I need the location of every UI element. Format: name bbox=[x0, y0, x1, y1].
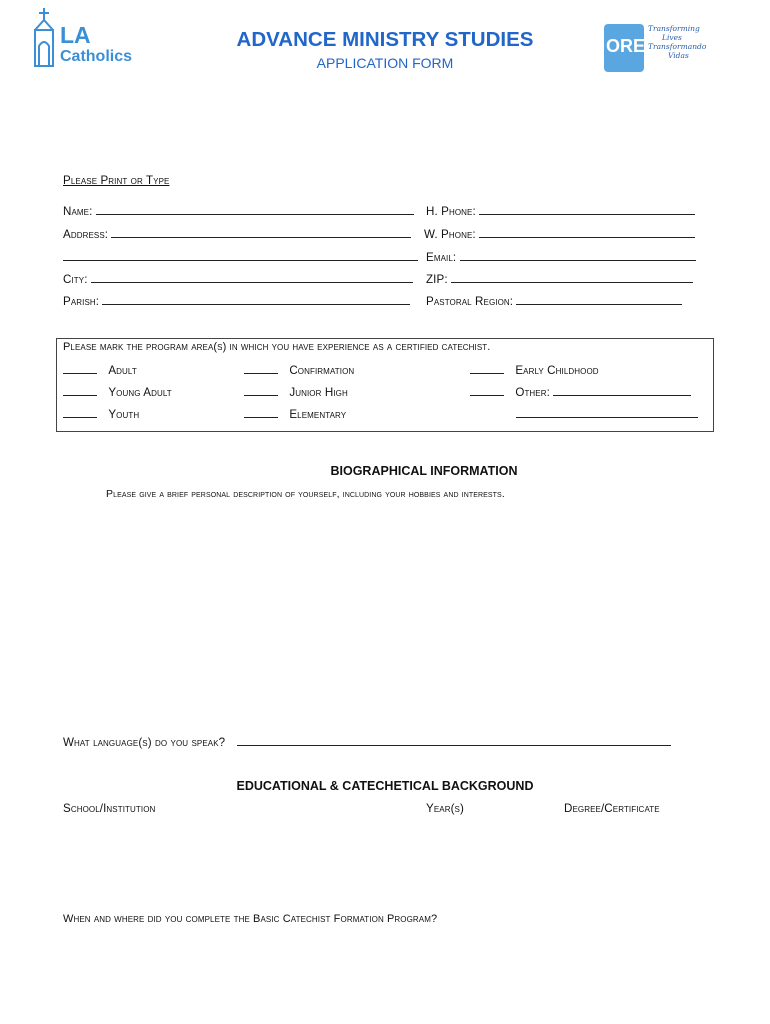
bio-heading: BIOGRAPHICAL INFORMATION bbox=[330, 464, 518, 478]
program-area-prompt: Please mark the program area(s) in which you have experience as a certified catechist. bbox=[63, 341, 491, 353]
w-phone-field[interactable] bbox=[424, 227, 695, 241]
pastoral-region-line[interactable] bbox=[516, 294, 682, 305]
education-heading: EDUCATIONAL & CATECHETICAL BACKGROUND bbox=[236, 779, 534, 793]
checkbox-line[interactable] bbox=[470, 385, 504, 396]
address-line-2[interactable] bbox=[63, 250, 418, 264]
name-field[interactable] bbox=[63, 204, 414, 218]
tagline-line-3: Transformando bbox=[648, 42, 707, 51]
option-label: Junior High bbox=[289, 386, 348, 399]
print-instructions: Please Print or Type bbox=[63, 174, 170, 187]
checkbox-line[interactable] bbox=[470, 363, 504, 374]
city-field[interactable] bbox=[63, 272, 413, 286]
w-phone-line[interactable] bbox=[479, 227, 695, 238]
ore-logo bbox=[604, 24, 707, 76]
option-other[interactable] bbox=[470, 385, 691, 399]
option-label: Confirmation bbox=[289, 364, 355, 377]
col-school: School/Institution bbox=[63, 802, 156, 815]
option-youth[interactable] bbox=[63, 407, 139, 421]
logo-text-la: LA bbox=[60, 22, 91, 48]
bio-answer-area[interactable] bbox=[63, 508, 703, 728]
name-line[interactable] bbox=[96, 204, 414, 215]
languages-label: What language(s) do you speak? bbox=[63, 736, 226, 749]
checkbox-line[interactable] bbox=[244, 363, 278, 374]
option-young-adult[interactable] bbox=[63, 385, 172, 399]
h-phone-label: H. Phone: bbox=[426, 205, 476, 218]
education-answer-area[interactable] bbox=[63, 820, 703, 906]
checkbox-line[interactable] bbox=[244, 407, 278, 418]
city-line[interactable] bbox=[91, 272, 413, 283]
zip-line[interactable] bbox=[451, 272, 693, 283]
col-degree: Degree/Certificate bbox=[564, 802, 660, 815]
email-line[interactable] bbox=[460, 250, 696, 261]
other-specify-line-2[interactable] bbox=[516, 407, 698, 421]
option-early-childhood[interactable] bbox=[470, 363, 599, 377]
checkbox-line[interactable] bbox=[63, 363, 97, 374]
option-label: Other: bbox=[515, 386, 550, 399]
option-confirmation[interactable] bbox=[244, 363, 354, 377]
parish-field[interactable] bbox=[63, 294, 410, 308]
tagline-line-1: Transforming bbox=[648, 24, 700, 33]
option-label: Early Childhood bbox=[515, 364, 599, 377]
tagline-line-2: Lives bbox=[662, 33, 682, 42]
languages-field[interactable] bbox=[63, 735, 671, 749]
ore-text: ORE bbox=[606, 36, 646, 56]
parish-label: Parish: bbox=[63, 295, 100, 308]
parish-line[interactable] bbox=[102, 294, 410, 305]
pastoral-region-field[interactable] bbox=[426, 294, 682, 308]
zip-label: ZIP: bbox=[426, 273, 448, 286]
address-field[interactable] bbox=[63, 227, 411, 241]
email-label: Email: bbox=[426, 251, 457, 264]
address-label: Address: bbox=[63, 228, 109, 241]
address-2-line[interactable] bbox=[63, 250, 418, 261]
option-label: Youth bbox=[108, 408, 140, 421]
option-adult[interactable] bbox=[63, 363, 137, 377]
option-label: Young Adult bbox=[108, 386, 172, 399]
h-phone-field[interactable] bbox=[426, 204, 695, 218]
address-line[interactable] bbox=[111, 227, 411, 238]
email-field[interactable] bbox=[426, 250, 696, 264]
page-title: ADVANCE MINISTRY STUDIES bbox=[236, 28, 534, 51]
option-label: Elementary bbox=[289, 408, 347, 421]
zip-field[interactable] bbox=[426, 272, 693, 286]
formation-answer-area[interactable] bbox=[63, 932, 703, 1012]
checkbox-line[interactable] bbox=[244, 385, 278, 396]
bio-prompt: Please give a brief personal description of yourself, including your hobbies and interests. bbox=[106, 488, 505, 500]
w-phone-label: W. Phone: bbox=[424, 228, 476, 241]
other-continuation-line[interactable] bbox=[516, 407, 698, 418]
option-elementary[interactable] bbox=[244, 407, 346, 421]
name-label: Name: bbox=[63, 205, 93, 218]
h-phone-line[interactable] bbox=[479, 204, 695, 215]
page-subtitle: APPLICATION FORM bbox=[316, 55, 454, 71]
languages-line[interactable] bbox=[237, 735, 671, 746]
col-years: Year(s) bbox=[426, 802, 464, 815]
option-junior-high[interactable] bbox=[244, 385, 348, 399]
other-specify-line[interactable] bbox=[553, 385, 691, 396]
city-label: City: bbox=[63, 273, 88, 286]
formation-prompt: When and where did you complete the Basic Catechist Formation Program? bbox=[63, 913, 438, 925]
checkbox-line[interactable] bbox=[63, 385, 97, 396]
pastoral-region-label: Pastoral Region: bbox=[426, 295, 514, 308]
logo-text-catholics: Catholics bbox=[60, 48, 133, 65]
checkbox-line[interactable] bbox=[63, 407, 97, 418]
option-label: Adult bbox=[108, 364, 137, 377]
tagline-line-4: Vidas bbox=[668, 51, 689, 60]
ore-tagline bbox=[648, 24, 706, 60]
